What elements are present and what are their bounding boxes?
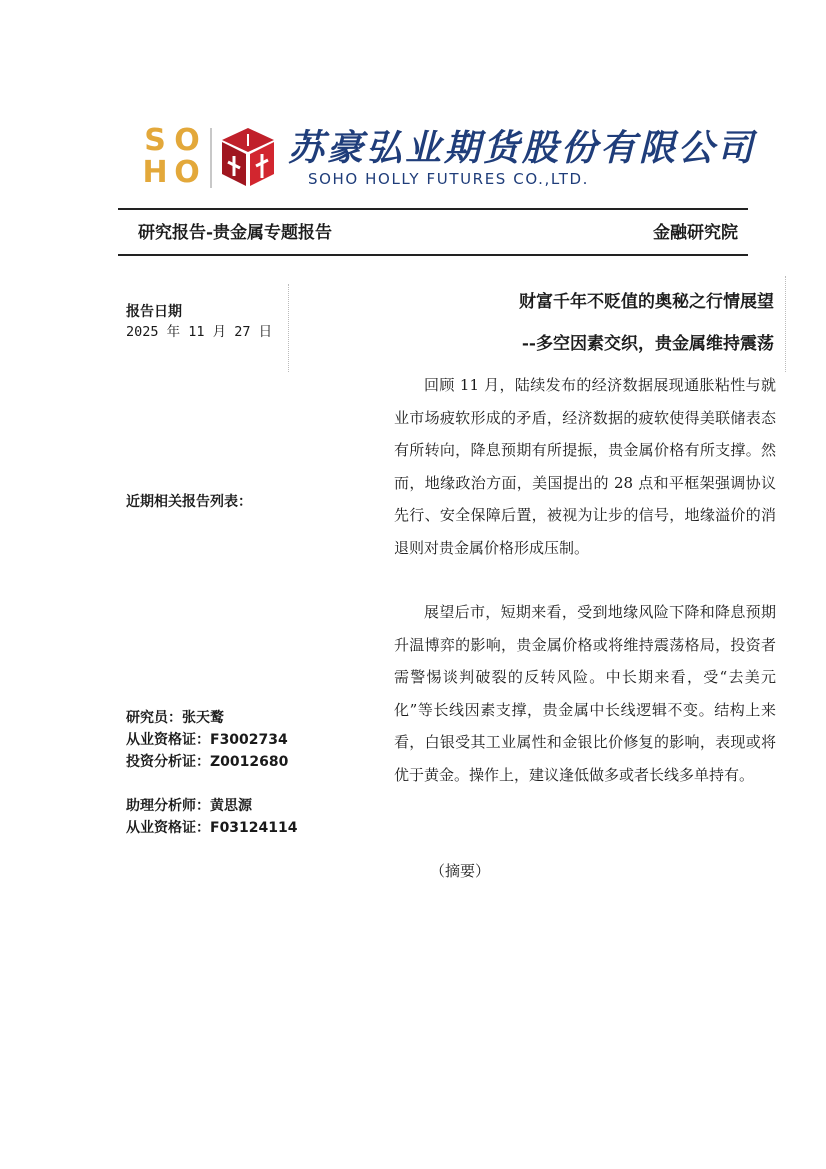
- soho-letter-o2: O: [174, 155, 200, 190]
- researcher-invest-cert: 投资分析证：Z0012680: [126, 754, 289, 770]
- header-top-rule: [118, 208, 748, 210]
- soho-letter-h: H: [142, 155, 168, 190]
- report-subtitle: --多空因素交织，贵金属维持震荡: [521, 334, 774, 354]
- right-dotted-divider: [785, 276, 786, 372]
- soho-letter-s: S: [144, 123, 166, 158]
- soho-letter-o: O: [174, 123, 200, 158]
- report-title: 财富千年不贬值的奥秘之行情展望: [519, 292, 774, 312]
- summary-paragraph-1: 回顾 11 月，陆续发布的经济数据展现通胀粘性与就业市场疲软形成的矛盾，经济数据的疲软使得美联储表态有所转向，降息预期有所提振，贵金属价格有所支撑。然而，地缘政治方面，美国提出的 28 点和平框架强调协议先行、安全保障后置，被视为让步的信号，地缘溢价的消退则对贵金属价格形成压制。: [394, 376, 776, 557]
- date-label: 报告日期: [126, 304, 182, 320]
- company-logo: [140, 123, 757, 190]
- researcher-cert: 从业资格证：F3002734: [126, 732, 288, 748]
- researcher-name: 研究员：张天鹜: [126, 710, 224, 726]
- soho-letter-mark: [140, 123, 202, 190]
- company-name-cn: 苏豪弘业期货股份有限公司: [288, 127, 757, 169]
- related-reports-label: 近期相关报告列表：: [126, 494, 252, 510]
- cube-emblem-icon: [220, 126, 276, 188]
- assistant-name: 助理分析师：黄思源: [126, 798, 252, 814]
- assistant-cert: 从业资格证：F03124114: [126, 820, 298, 836]
- date-value: 2025 年 11 月 27 日: [126, 324, 273, 340]
- logo-divider: [210, 128, 212, 188]
- left-dotted-divider: [288, 284, 289, 372]
- summary-tag: （摘要）: [430, 862, 491, 880]
- institute-name: 金融研究院: [653, 223, 738, 243]
- summary-paragraph-2: 展望后市，短期来看，受到地缘风险下降和降息预期升温博弈的影响，贵金属价格或将维持震荡格局，投资者需警惕谈判破裂的反转风险。中长期来看，受“去美元化”等长线因素支撑，贵金属中长线逻辑不变。结构上来看，白银受其工业属性和金银比价修复的影响，表现或将优于黄金。操作上，建议逢低做多或者长线多单持有。: [394, 603, 776, 784]
- company-name-en: SOHO HOLLY FUTURES CO.,LTD.: [308, 170, 590, 188]
- report-type: 研究报告-贵金属专题报告: [138, 223, 333, 243]
- header-bottom-rule: [118, 254, 748, 256]
